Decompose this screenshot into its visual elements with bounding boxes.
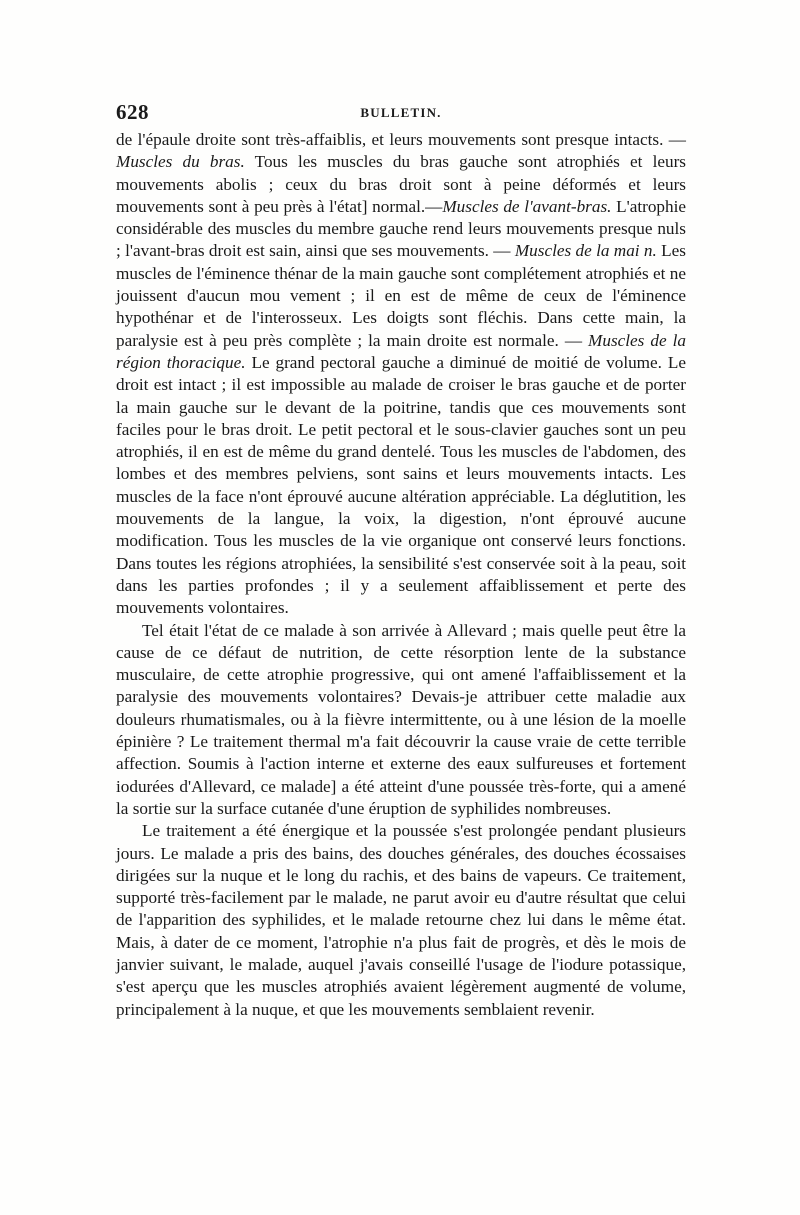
section-heading-italic: Muscles de la mai n. [514,241,657,261]
text-segment: Les muscles de l'éminence thénar de la main gauche sont complétement atrophiés et ne jouissent d'aucun mou vement ; il en est de même de ceux de l'éminence hypothénar et de l'interosseux. Les doigts sont fléchis. Dans cette main, la paralysie est à peu près complète ; la main droite est normale. — [116,241,686,350]
section-heading-italic: Muscles du bras. [116,152,245,172]
text-segment: Tous les muscles du bras gauche sont atrophiés et leurs mouvements abolis ; ceux du bras droit sont à peine déformés et leurs mouvements sont à peu près à l'état] normal.— [116,152,686,216]
page-number: 628 [116,100,149,124]
section-heading-italic: Muscles de la région thoracique. [116,330,686,372]
text-segment: Le grand pectoral gauche a diminué de moitié de volume. Le droit est intact ; il est impossible au malade de croiser le bras gauche et de porter la main gauche sur le devant de la poitrine, tandis que ces mouvements sont faciles pour le bras droit. Le petit pectoral et le sous-clavier gauches sont un peu atrophiés, il en est de même du grand dentelé. Tous les muscles de l'abdomen, des lombes et des membres pelviens, sont sains et leurs mouvements intacts. Les muscles de la face n'ont éprouvé aucune altération appréciable. La déglutition, les mouvements de la langue, la voix, la digestion, n'ont éprouvé aucune modification. Tous les muscles de la vie organique ont conservé leurs fonctions. Dans toutes les régions atrophiées, la sensibilité s'est conservée soit à la peau, soit dans les parties profondes ; il y a seulement affaiblissement et perte des mouvements volontaires. [116,352,687,618]
text-segment: Tel était l'état de ce malade à son arrivée à Allevard ; mais quelle peut être la cause de ce défaut de nutrition, de cette résorption lente de la substance musculaire, de cette atrophie progressive, qui ont amené l'affaiblissement et la paralysie des mouvements volontaires? Devais-je attribuer cette maladie aux douleurs rhumatismales, ou à la fièvre intermittente, ou à une lésion de la moelle épinière ? Le traitement thermal m'a fait découvrir la cause vraie de cette terrible affection. Soumis à l'action interne et externe des eaux sulfureuses et fortement iodurées d'Allevard, ce malade] a été atteint d'une poussée très-forte, qui a amené la sortie sur la surface cutanée d'une éruption de syphilides nombreuses. [116,620,686,818]
paragraph [116,820,686,1021]
paragraph [116,129,686,620]
text-segment: de l'épaule droite sont très-affaiblis, et leurs mouvements sont presque intacts. — [116,130,686,149]
text-segment: L'atrophie considérable des muscles du membre gauche rend leurs mouvements presque nuls ; l'avant-bras droit est sain, ainsi que ses mouvements. — [116,196,687,261]
paragraph [116,620,686,821]
running-head: BULLETIN. [360,105,442,120]
body-text [116,129,686,1021]
text-segment: Le traitement a été énergique et la poussée s'est prolongée pendant plusieurs jours. Le malade a pris des bains, des douches générales, des douches écossaises dirigées sur la nuque et le long du rachis, et des bains de vapeurs. Ce traitement, supporté très-facilement par le malade, ne parut avoir eu d'autre résultat que celui de l'apparition des syphilides, et le malade retourne chez lui dans le même état. Mais, à dater de ce moment, l'atrophie n'a plus fait de progrès, et dès le mois de janvier suivant, le malade, auquel j'avais conseillé l'usage de l'iodure potassique, s'est aperçu que les muscles atrophiés avaient légèrement augmenté de volume, principalement à la nuque, et que les mouvements semblaient revenir. [116,821,686,1019]
section-heading-italic: Muscles de l'avant-bras. [442,196,612,216]
page-header [116,100,686,124]
